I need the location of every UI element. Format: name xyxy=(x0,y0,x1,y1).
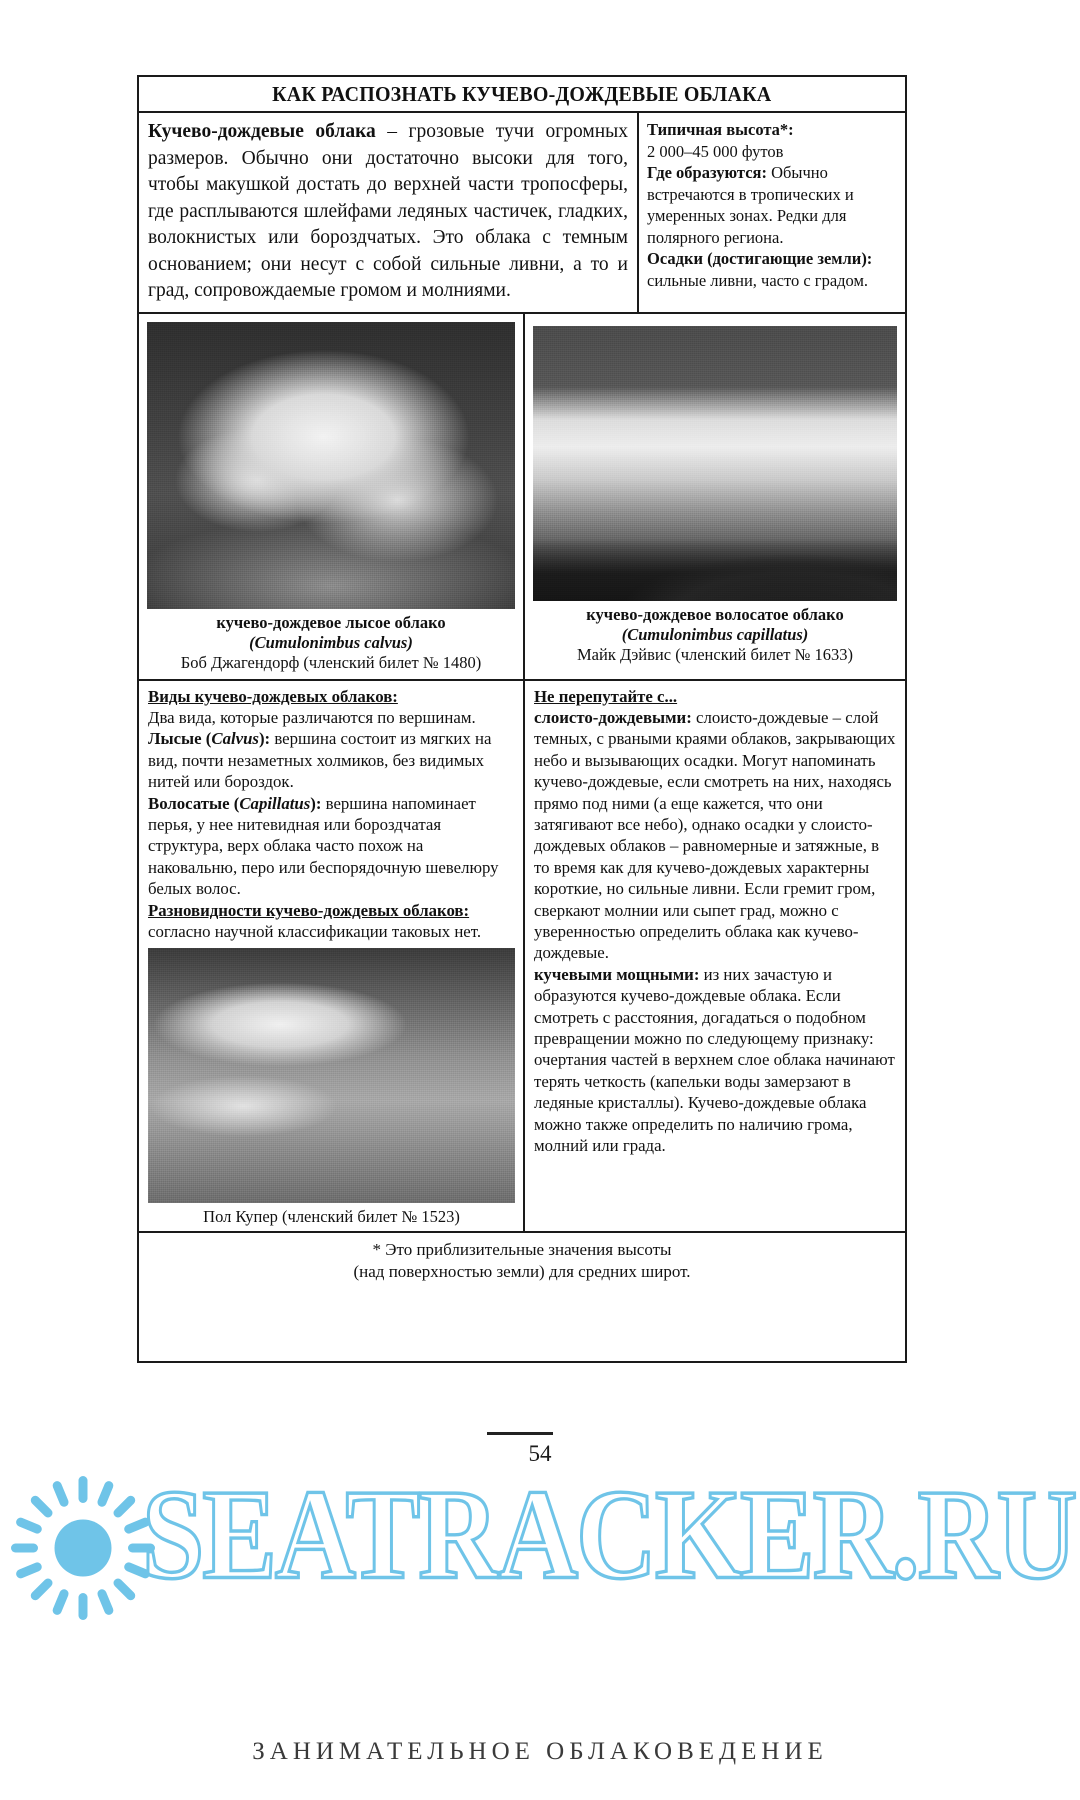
facts-cell xyxy=(639,113,905,312)
photo-cumulonimbus-capillatus xyxy=(533,326,897,601)
photo-caption-calvus xyxy=(147,613,515,673)
confuse-column xyxy=(525,681,905,1232)
caption-latin: (Cumulonimbus calvus) xyxy=(249,632,413,652)
page-number: 54 xyxy=(528,1441,552,1466)
confuse-item2-text: из них зачастую и образуются кучево-дождевые облака. Если смотреть с расстояния, догадаться о подобном превращении можно по следующему признаку: очертания частей в верхнем слое облака начинают терять четкость (капельки воды замерзают в ледяные кристаллы). Кучево-дождевые облака можно также определить по наличию грома, молний или града. xyxy=(534,964,895,1156)
kinds-column xyxy=(139,681,525,1232)
footnote-line-2: (над поверхностью земли) для средних широт. xyxy=(353,1262,691,1282)
calvus-label-end: ): xyxy=(258,729,271,749)
watermark-text: SEATRACKER.RU xyxy=(142,1463,1076,1607)
sun-icon xyxy=(8,1473,158,1623)
fact-height-label: Типичная высота*: xyxy=(647,120,794,139)
book-footer-title: ЗАНИМАТЕЛЬНОЕ ОБЛАКОВЕДЕНИЕ xyxy=(252,1738,828,1765)
fact-precip xyxy=(647,248,897,291)
fact-height-value-row xyxy=(647,141,897,163)
capillatus-latin: Capillatus xyxy=(239,793,311,813)
photo-row xyxy=(139,314,905,681)
confuse-heading: Не перепутайте с... xyxy=(534,686,678,706)
fact-height xyxy=(647,119,897,141)
fact-where-label: Где образуются: xyxy=(647,163,767,182)
caption-author: Боб Джагендорф (членский билет № 1480) xyxy=(180,652,482,672)
capillatus-label: Волосатые ( xyxy=(148,793,240,813)
calvus-label: Лысые ( xyxy=(148,729,212,749)
caption-name: кучево-дождевое лысое облако xyxy=(216,612,446,632)
intro-body: – грозовые тучи огромных размеров. Обычно они достаточно высоки для того, чтобы макушкой достать до верхней части тропосферы, где расплываются шлейфами ледяных частичек, гладких, волокнистых или бороздчатых. Это облака с темным основанием; они несут с собой сильные ливни, а то и град, сопровождаемые громом и молниями. xyxy=(148,121,629,301)
calvus-text: вершина состоит из мягких на вид, почти незаметных холмиков, без видимых нитей или бороздок. xyxy=(148,729,492,792)
fact-height-value: 2 000–45 000 футов xyxy=(647,141,784,161)
info-table xyxy=(137,75,907,1363)
intro-lead: Кучево-дождевые облака xyxy=(148,121,376,142)
fact-where xyxy=(647,162,897,248)
capillatus-label-end: ): xyxy=(310,793,322,813)
kinds-intro: Два вида, которые различаются по вершинам. xyxy=(148,707,476,727)
photo-cumulonimbus-third xyxy=(148,948,515,1203)
confuse-item1-label: слоисто-дождевыми: xyxy=(534,707,692,727)
photo-cumulonimbus-calvus xyxy=(147,322,515,609)
intro-description-cell xyxy=(139,113,639,312)
fact-where-value: Обычно встречаются в тропических и умеренных зонах. Редки для полярного региона. xyxy=(647,163,854,247)
confuse-item2-label: кучевыми мощными: xyxy=(534,964,700,984)
footnote xyxy=(139,1233,905,1291)
confuse-item1-text: слоисто-дождевые – слой темных, с рваными краями облаков, закрывающих небо и вызывающих осадки. Могут напоминать кучево-дождевые, если смотреть на них, находясь прямо под ними (а еще кажется, что они затягивают все небо), однако осадки у слоисто-дождевых облаков – равномерные и затяжные, в то время как для кучево-дождевых характерны короткие, но сильные ливни. Если гремит гром, сверкают молнии или сыпет град, можно с уверенностью определить облака как кучево-дождевые. xyxy=(534,707,896,963)
caption-author: Майк Дэйвис (членский билет № 1633) xyxy=(577,644,853,664)
table-title-bar xyxy=(139,77,905,113)
photo-cell-capillatus xyxy=(525,314,905,679)
capillatus-text: вершина напоминает перья, у нее нитевидная или бороздчатая структура, верх облака часто похож на наковальню, перо или беспорядочную шевелюру белых волос. xyxy=(148,793,499,899)
photo-cell-calvus xyxy=(139,314,525,679)
calvus-latin: Calvus xyxy=(211,729,259,749)
photo-caption-capillatus xyxy=(533,605,897,665)
kinds-heading: Виды кучево-дождевых облаков: xyxy=(148,686,398,706)
intro-row xyxy=(139,113,905,314)
photo-cell-bottom xyxy=(148,948,515,1231)
caption-name: кучево-дождевое волосатое облако xyxy=(586,604,844,624)
caption-latin: (Cumulonimbus capillatus) xyxy=(621,624,809,644)
page-number-rule xyxy=(487,1432,553,1435)
intro-paragraph xyxy=(148,119,628,305)
confuse-item-nimbostratus xyxy=(534,707,896,964)
varieties-text: согласно научной классификации таковых нет. xyxy=(148,921,482,941)
fact-precip-value: сильные ливни, часто с градом. xyxy=(647,270,869,290)
varieties-heading: Разновидности кучево-дождевых облаков: xyxy=(148,900,470,920)
kinds-capillatus xyxy=(148,793,515,900)
fact-precip-label: Осадки (достигающие земли): xyxy=(647,249,873,268)
footnote-line-1: * Это приблизительные значения высоты xyxy=(372,1240,672,1260)
kinds-calvus xyxy=(148,728,515,792)
confuse-item-cumulus-congestus xyxy=(534,964,896,1157)
page-title: КАК РАСПОЗНАТЬ КУЧЕВО-ДОЖДЕВЫЕ ОБЛАКА xyxy=(272,81,772,106)
watermark xyxy=(0,1465,1080,1645)
photo-caption-bottom: Пол Купер (членский билет № 1523) xyxy=(203,1207,460,1227)
detail-columns xyxy=(139,681,905,1234)
